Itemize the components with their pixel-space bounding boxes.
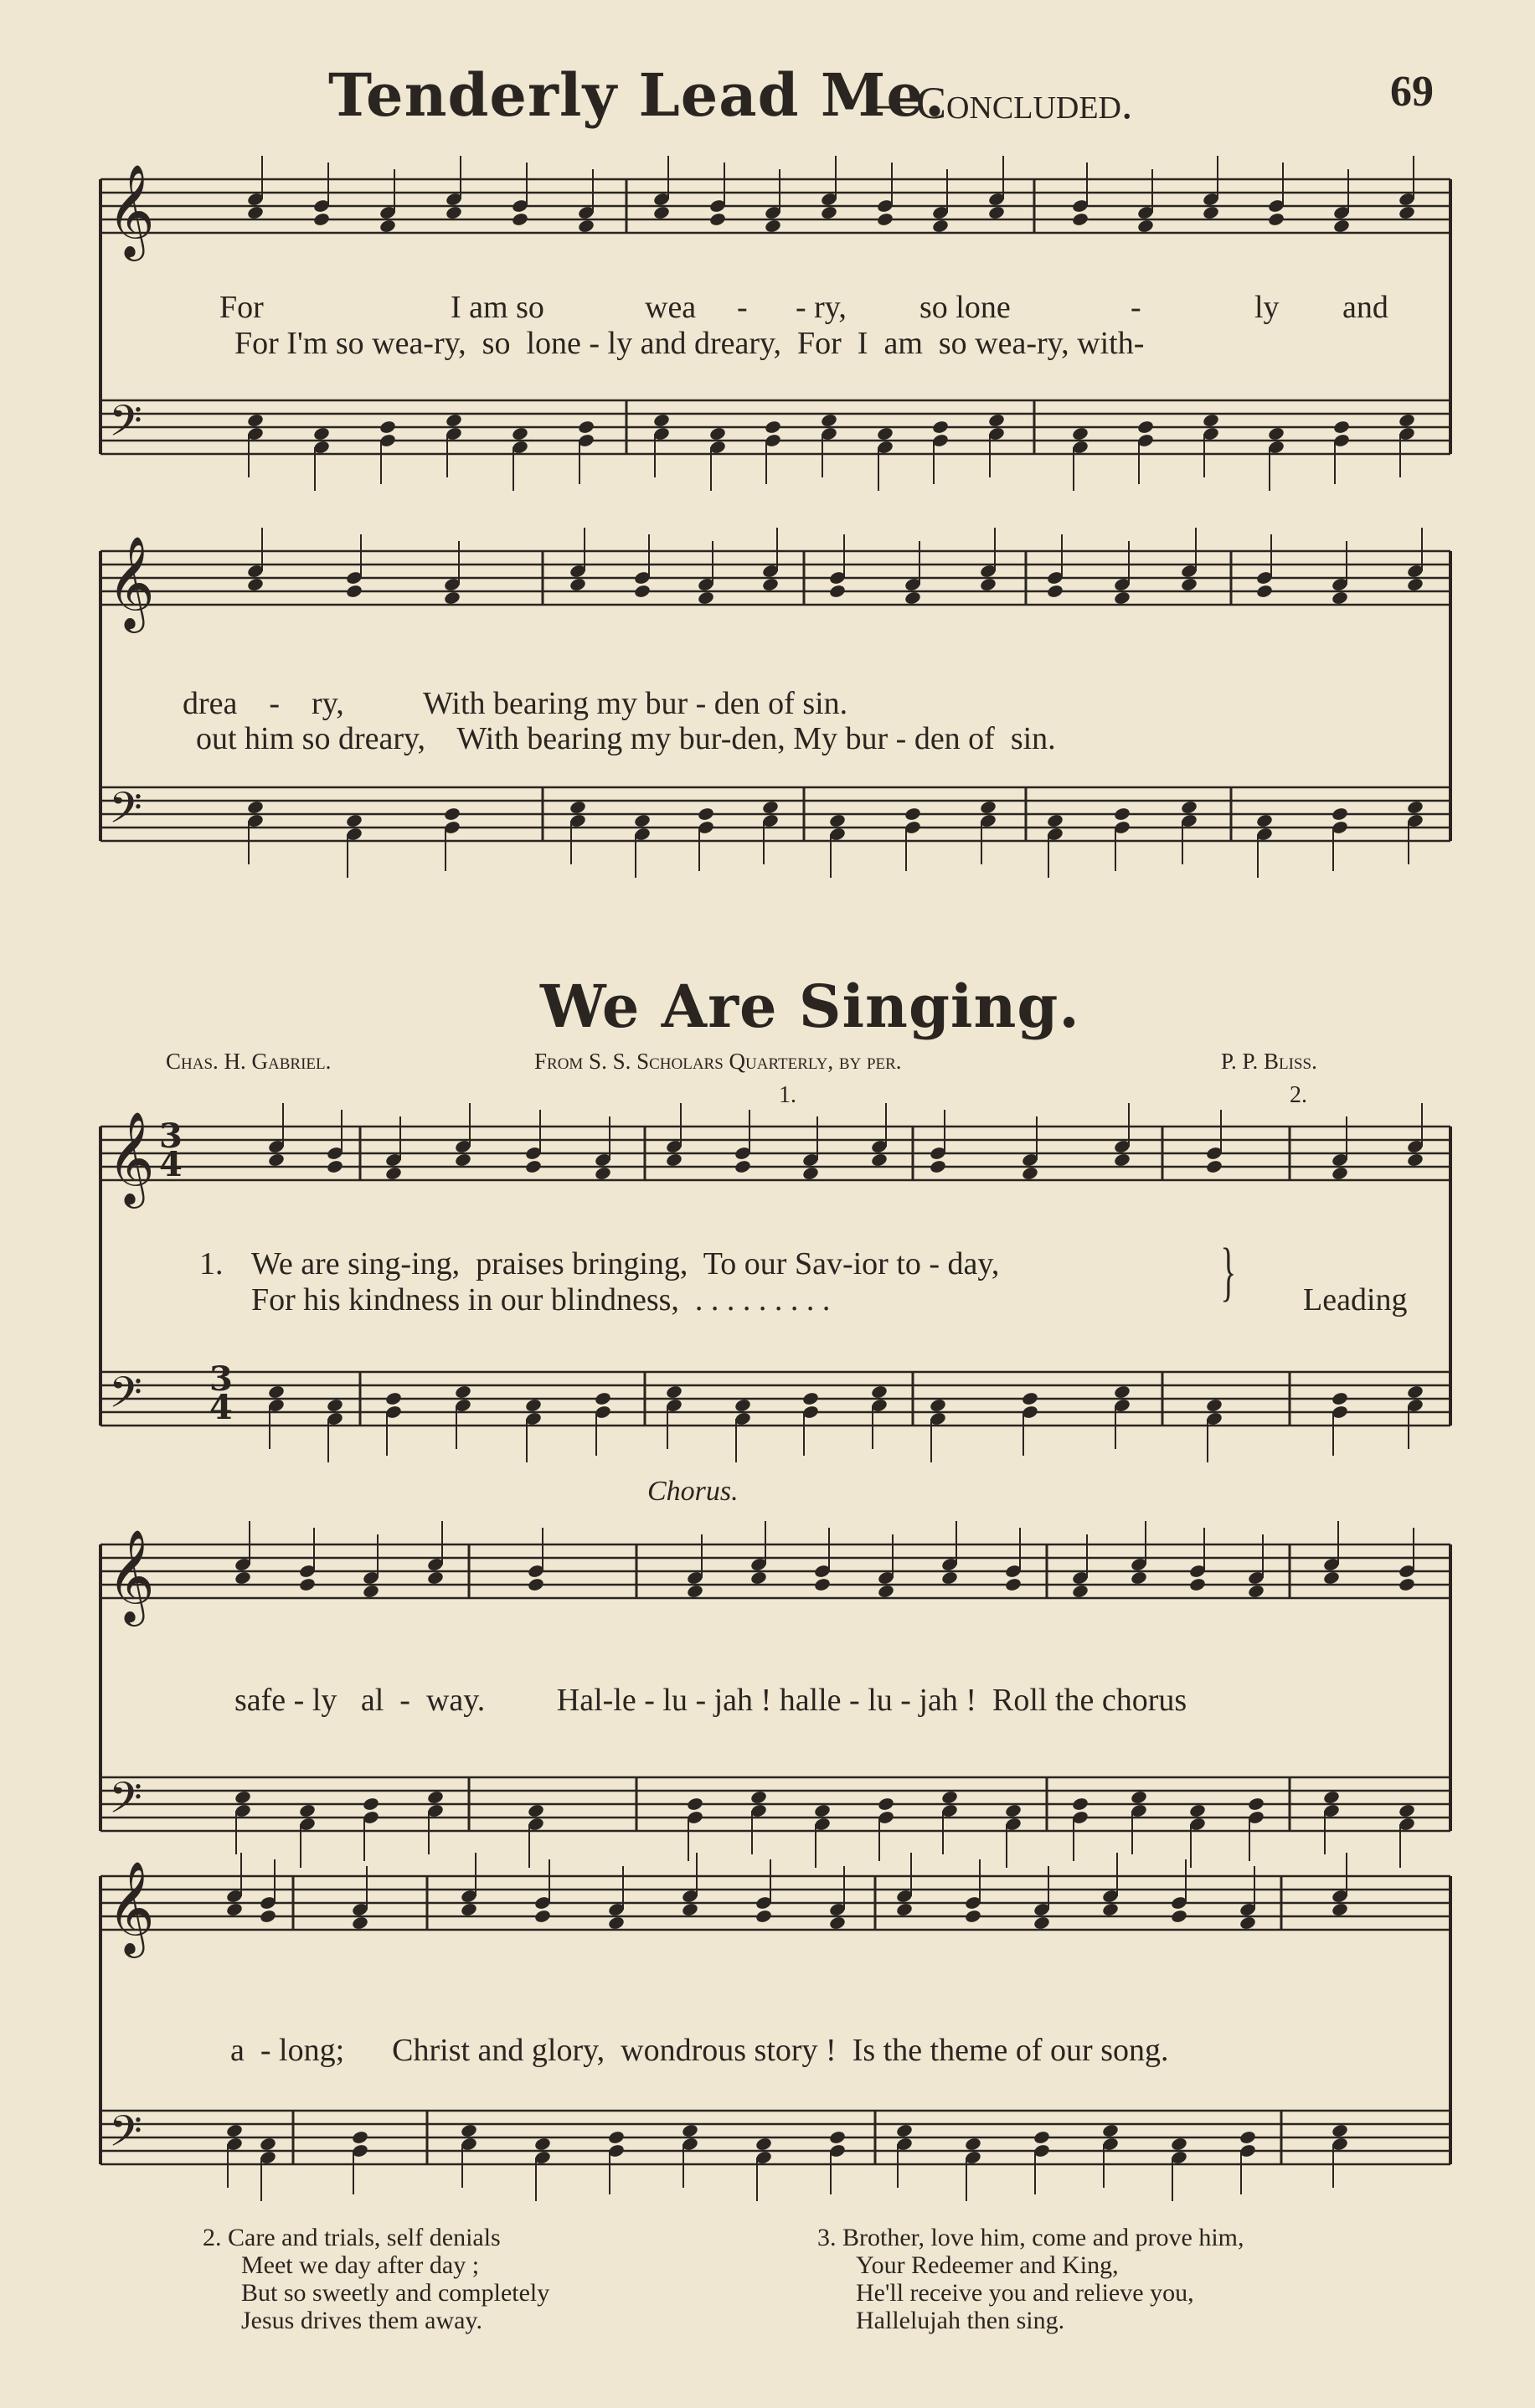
notehead (1406, 1384, 1424, 1400)
notehead (1398, 205, 1415, 220)
notehead (820, 413, 837, 428)
notehead (443, 590, 461, 606)
verse2-line-1: 2. Care and trials, self denials (203, 2224, 501, 2251)
notehead (931, 420, 949, 435)
first-ending-label: 1. (779, 1082, 796, 1108)
notehead (1406, 800, 1424, 815)
notehead (681, 1902, 698, 1917)
notehead (312, 212, 330, 227)
notehead (1331, 2123, 1348, 2138)
song1-verse1-word-2: I am so (451, 290, 544, 325)
notehead (1101, 2123, 1119, 2138)
notehead (1322, 1790, 1340, 1805)
notehead (533, 1909, 551, 1924)
song1-verse1-word-4: - (737, 290, 748, 325)
notehead (460, 1902, 477, 1917)
notehead (652, 205, 670, 220)
notehead (351, 1916, 368, 1931)
notehead (1021, 1391, 1038, 1406)
notehead (607, 2130, 625, 2145)
verse3-line-1: 3. Brother, love him, come and prove him, (817, 2224, 1244, 2251)
notehead (1202, 205, 1219, 220)
notehead (1071, 212, 1089, 227)
notehead (1170, 2137, 1187, 2152)
notehead (1113, 1384, 1131, 1400)
verse3-line-2: Your Redeemer and King, (856, 2251, 1119, 2279)
song2-system2-lyrics: safe - ly al - way. Hal-le - lu - jah ! halle - lu - jah ! Roll the chorus (234, 1683, 1187, 1718)
notehead (259, 2137, 276, 2152)
notehead (1331, 1902, 1348, 1917)
notehead (1398, 413, 1415, 428)
notehead (569, 800, 586, 815)
notehead (326, 1398, 343, 1413)
notehead (1130, 1570, 1147, 1586)
notehead (351, 2130, 368, 2145)
notehead (876, 426, 894, 441)
notehead (1332, 420, 1350, 435)
verse3-line-4: Hallelujah then sing. (856, 2307, 1065, 2334)
notehead (1205, 1159, 1223, 1174)
notehead (1071, 1584, 1089, 1599)
notehead (1267, 426, 1285, 441)
verse-brace: } (1220, 1235, 1237, 1307)
notehead (524, 1398, 542, 1413)
notehead (749, 1570, 767, 1586)
notehead (1255, 584, 1273, 599)
notehead (801, 1166, 819, 1181)
source-credit: From S. S. Scholars Quarterly, by per. (534, 1049, 902, 1074)
notehead (904, 590, 921, 606)
notehead (454, 1384, 471, 1400)
notehead (1205, 1398, 1223, 1413)
notehead (1113, 807, 1131, 822)
bass-clef-icon: 𝄢 (109, 782, 142, 843)
notehead (895, 2123, 913, 2138)
notehead (979, 577, 997, 592)
song2-verse-number: 1. (199, 1246, 224, 1281)
notehead (511, 212, 528, 227)
notehead (870, 1384, 888, 1400)
notehead (877, 1584, 894, 1599)
notehead (828, 2130, 846, 2145)
notehead (1331, 1166, 1348, 1181)
notehead (345, 584, 363, 599)
notehead (426, 1570, 444, 1586)
notehead (1255, 813, 1273, 828)
notehead (1332, 219, 1350, 234)
notehead (312, 426, 330, 441)
notehead (987, 205, 1005, 220)
notehead (708, 212, 726, 227)
author-credit: Chas. H. Gabriel. (166, 1049, 332, 1074)
notehead (1180, 577, 1198, 592)
notehead (267, 1384, 285, 1400)
notehead (298, 1803, 316, 1818)
song1-verse1-word-8: ly (1254, 290, 1280, 325)
notehead (755, 2137, 772, 2152)
notehead (298, 1577, 316, 1592)
notehead (764, 420, 781, 435)
notehead (801, 1391, 819, 1406)
notehead (445, 413, 462, 428)
page-number: 69 (1390, 68, 1434, 116)
notehead (813, 1803, 831, 1818)
notehead (445, 205, 462, 220)
song1-system2-verse1: drea - ry, With bearing my bur - den of sin. (183, 686, 848, 721)
notehead (904, 807, 921, 822)
notehead (594, 1166, 611, 1181)
treble-clef-icon: 𝄞 (107, 163, 155, 257)
notehead (362, 1584, 379, 1599)
notehead (569, 577, 586, 592)
notehead (1130, 1790, 1147, 1805)
notehead (1398, 1577, 1415, 1592)
notehead (1113, 1152, 1131, 1168)
second-ending-label: 2. (1290, 1082, 1307, 1108)
notehead (267, 1152, 285, 1168)
verse3-block (817, 2224, 1244, 2334)
notehead (246, 205, 264, 220)
verse2-line-4: Jesus drives them away. (241, 2307, 482, 2334)
song2-system1-line1: We are sing-ing, praises bringing, To our Sav-ior to - day, (251, 1246, 1000, 1281)
notehead (527, 1803, 544, 1818)
verse2-block (203, 2224, 549, 2334)
notehead (246, 800, 264, 815)
notehead (979, 800, 997, 815)
leading-word: Leading (1303, 1282, 1408, 1317)
notehead (1188, 1803, 1206, 1818)
composer-credit: P. P. Bliss. (1221, 1049, 1317, 1074)
notehead (1071, 426, 1089, 441)
notehead (761, 577, 779, 592)
bass-clef-icon: 𝄢 (109, 2106, 142, 2167)
notehead (665, 1152, 683, 1168)
song2-system1-line2: For his kindness in our blindness, . . . . . . . . . (251, 1282, 831, 1317)
notehead (987, 413, 1005, 428)
song-title: Tenderly Lead Me. (328, 60, 946, 130)
notehead (734, 1159, 751, 1174)
notehead (686, 1584, 703, 1599)
notehead (1136, 420, 1154, 435)
notehead (877, 1797, 894, 1812)
notehead (1267, 212, 1285, 227)
notehead (384, 1391, 402, 1406)
notehead (379, 219, 396, 234)
notehead (755, 1909, 772, 1924)
notehead (511, 426, 528, 441)
song2-title: We Are Singing. (540, 972, 1080, 1041)
notehead (533, 2137, 551, 2152)
notehead (681, 2123, 698, 2138)
notehead (931, 219, 949, 234)
notehead (1202, 413, 1219, 428)
notehead (426, 1790, 444, 1805)
song1-verse1-word-3: wea (645, 290, 697, 325)
notehead (326, 1159, 343, 1174)
notehead (259, 1909, 276, 1924)
notehead (1406, 1152, 1424, 1168)
notehead (820, 205, 837, 220)
verse2-line-3: But so sweetly and completely (241, 2279, 550, 2307)
notehead (633, 813, 651, 828)
notehead (1239, 2130, 1256, 2145)
notehead (234, 1570, 251, 1586)
notehead (870, 1152, 888, 1168)
notehead (345, 813, 363, 828)
notehead (633, 584, 651, 599)
notehead (1004, 1577, 1022, 1592)
notehead (384, 1166, 402, 1181)
song1-verse1-word-5: - ry, (796, 290, 847, 325)
notehead (697, 590, 714, 606)
notehead (895, 1902, 913, 1917)
notehead (761, 800, 779, 815)
notehead (1247, 1584, 1265, 1599)
notehead (734, 1398, 751, 1413)
notehead (1180, 800, 1198, 815)
notehead (225, 1902, 243, 1917)
notehead (964, 2137, 981, 2152)
notehead (524, 1159, 542, 1174)
notehead (1033, 2130, 1050, 2145)
notehead (964, 1909, 981, 1924)
treble-clef-icon: 𝄞 (107, 1860, 155, 1954)
notehead (697, 807, 714, 822)
verse3-line-3: He'll receive you and relieve you, (856, 2279, 1194, 2307)
notehead (1247, 1797, 1265, 1812)
notehead (828, 813, 846, 828)
notehead (708, 426, 726, 441)
treble-clef-icon: 𝄞 (107, 1111, 155, 1204)
notehead (665, 1384, 683, 1400)
notehead (686, 1797, 703, 1812)
song1-system2-verse2: out him so dreary, With bearing my bur-den, My bur - den of sin. (196, 721, 1056, 756)
song1-verse1-word-7: - (1131, 290, 1141, 325)
notehead (527, 1577, 544, 1592)
treble-clef-icon: 𝄞 (107, 535, 155, 629)
notehead (940, 1790, 958, 1805)
treble-clef-icon: 𝄞 (107, 1529, 155, 1622)
notehead (225, 2123, 243, 2138)
time-signature-treble: 3 4 (159, 1116, 183, 1184)
notehead (1331, 807, 1348, 822)
notehead (652, 413, 670, 428)
song2-system3-lyrics: a - long; Christ and glory, wondrous story ! Is the theme of our song. (230, 2033, 1169, 2068)
notehead (362, 1797, 379, 1812)
notehead (1101, 1902, 1119, 1917)
notehead (1188, 1577, 1206, 1592)
notehead (379, 420, 396, 435)
bass-clef-icon: 𝄢 (109, 1367, 142, 1428)
notehead (1046, 584, 1064, 599)
notehead (1021, 1166, 1038, 1181)
notehead (1136, 219, 1154, 234)
time-signature-bass: 3 4 (209, 1359, 233, 1427)
song1-system1-verse2: For I'm so wea-ry, so lone - ly and dreary, For I am so wea-ry, with- (234, 326, 1145, 361)
notehead (1239, 1916, 1256, 1931)
notehead (876, 212, 894, 227)
notehead (828, 584, 846, 599)
notehead (443, 807, 461, 822)
notehead (828, 1916, 846, 1931)
verse2-line-2: Meet we day after day ; (241, 2251, 480, 2279)
notehead (246, 577, 264, 592)
notehead (577, 219, 595, 234)
notehead (764, 219, 781, 234)
notehead (454, 1152, 471, 1168)
notehead (1113, 590, 1131, 606)
notehead (1331, 1391, 1348, 1406)
notehead (1398, 1803, 1415, 1818)
notehead (594, 1391, 611, 1406)
notehead (749, 1790, 767, 1805)
notehead (1033, 1916, 1050, 1931)
notehead (1004, 1803, 1022, 1818)
song1-verse1-word-9: and (1342, 290, 1388, 325)
notehead (929, 1398, 946, 1413)
chorus-label: Chorus. (647, 1476, 739, 1507)
notehead (460, 2123, 477, 2138)
notehead (1322, 1570, 1340, 1586)
song1-verse1-word-6: so lone (919, 290, 1011, 325)
notehead (246, 413, 264, 428)
concluded-label: —Concluded. (871, 78, 1133, 128)
notehead (1071, 1797, 1089, 1812)
notehead (234, 1790, 251, 1805)
song1-verse1-word-1: For (219, 290, 264, 325)
notehead (577, 420, 595, 435)
notehead (1331, 590, 1348, 606)
notehead (607, 1916, 625, 1931)
bass-clef-icon: 𝄢 (109, 1772, 142, 1833)
bass-clef-icon: 𝄢 (109, 395, 142, 456)
notehead (1170, 1909, 1187, 1924)
notehead (1046, 813, 1064, 828)
notehead (929, 1159, 946, 1174)
notehead (940, 1570, 958, 1586)
notehead (1406, 577, 1424, 592)
notehead (813, 1577, 831, 1592)
